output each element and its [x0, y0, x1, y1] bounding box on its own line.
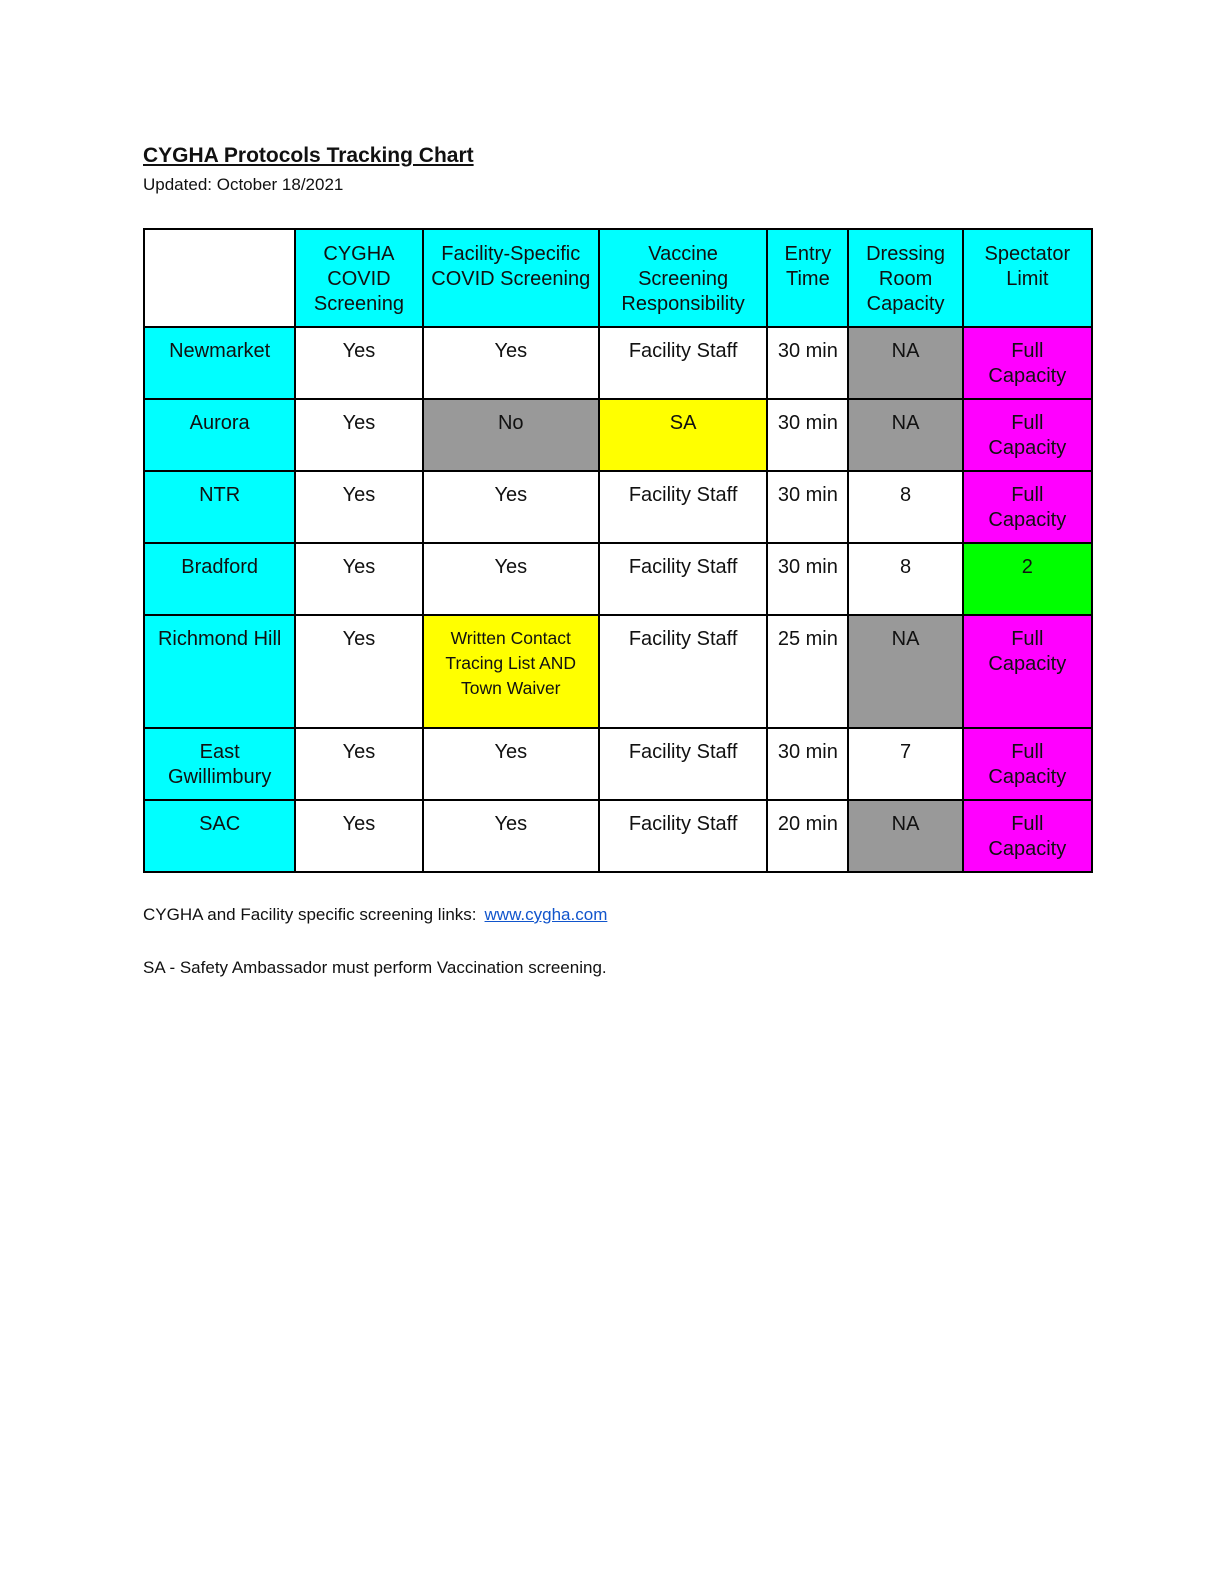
- facility-name-cell: Richmond Hill: [144, 615, 295, 728]
- facility-specific-cell: Yes: [423, 800, 599, 872]
- spectator-limit-cell: Full Capacity: [963, 728, 1092, 800]
- dressing-room-cell: 7: [848, 728, 962, 800]
- cygha-website-link[interactable]: www.cygha.com: [484, 905, 608, 924]
- facility-specific-cell: Yes: [423, 728, 599, 800]
- entry-time-cell: 30 min: [767, 399, 848, 471]
- table-header-row: [144, 229, 1092, 327]
- screening-links-line: [143, 905, 607, 925]
- table-row: [144, 327, 1092, 399]
- facility-specific-cell: No: [423, 399, 599, 471]
- cygha-screening-cell: Yes: [295, 399, 422, 471]
- spectator-limit-cell: Full Capacity: [963, 399, 1092, 471]
- cygha-screening-cell: Yes: [295, 728, 422, 800]
- facility-specific-cell: Yes: [423, 543, 599, 615]
- sa-footnote: SA - Safety Ambassador must perform Vaccination screening.: [143, 958, 607, 977]
- cygha-screening-cell: Yes: [295, 615, 422, 728]
- facility-specific-cell: Yes: [423, 327, 599, 399]
- entry-time-cell: 30 min: [767, 543, 848, 615]
- spectator-limit-cell: Full Capacity: [963, 327, 1092, 399]
- table-row: [144, 728, 1092, 800]
- dressing-room-cell: NA: [848, 615, 962, 728]
- dressing-room-cell: NA: [848, 327, 962, 399]
- cygha-screening-cell: Yes: [295, 800, 422, 872]
- spectator-limit-cell: Full Capacity: [963, 615, 1092, 728]
- facility-name-cell: East Gwillimbury: [144, 728, 295, 800]
- dressing-room-cell: 8: [848, 543, 962, 615]
- cygha-screening-cell: Yes: [295, 543, 422, 615]
- dressing-room-cell: NA: [848, 800, 962, 872]
- vaccine-responsibility-cell: Facility Staff: [599, 615, 767, 728]
- facility-specific-cell: Written Contact Tracing List AND Town Waiver: [423, 615, 599, 728]
- entry-time-cell: 25 min: [767, 615, 848, 728]
- spectator-limit-cell: 2: [963, 543, 1092, 615]
- spectator-limit-cell: Full Capacity: [963, 471, 1092, 543]
- entry-time-cell: 30 min: [767, 327, 848, 399]
- updated-date: Updated: October 18/2021: [143, 175, 344, 194]
- header-cygha-covid-screening: CYGHA COVID Screening: [295, 229, 422, 327]
- dressing-room-cell: NA: [848, 399, 962, 471]
- table-row: [144, 543, 1092, 615]
- cygha-screening-cell: Yes: [295, 327, 422, 399]
- facility-name-cell: NTR: [144, 471, 295, 543]
- cygha-screening-cell: Yes: [295, 471, 422, 543]
- facility-name-cell: Newmarket: [144, 327, 295, 399]
- header-vaccine-screening-responsibility: Vaccine Screening Responsibility: [599, 229, 767, 327]
- header-dressing-room-capacity: Dressing Room Capacity: [848, 229, 962, 327]
- vaccine-responsibility-cell: Facility Staff: [599, 800, 767, 872]
- vaccine-responsibility-cell: Facility Staff: [599, 471, 767, 543]
- table-row: [144, 615, 1092, 728]
- facility-specific-cell: Yes: [423, 471, 599, 543]
- entry-time-cell: 30 min: [767, 471, 848, 543]
- document-title: CYGHA Protocols Tracking Chart: [143, 144, 474, 167]
- vaccine-responsibility-cell: Facility Staff: [599, 543, 767, 615]
- screening-links-label: CYGHA and Facility specific screening links:: [143, 905, 477, 924]
- facility-name-cell: Bradford: [144, 543, 295, 615]
- table-row: [144, 399, 1092, 471]
- header-entry-time: Entry Time: [767, 229, 848, 327]
- vaccine-responsibility-cell: Facility Staff: [599, 327, 767, 399]
- entry-time-cell: 30 min: [767, 728, 848, 800]
- vaccine-responsibility-cell: SA: [599, 399, 767, 471]
- table-row: [144, 471, 1092, 543]
- spectator-limit-cell: Full Capacity: [963, 800, 1092, 872]
- vaccine-responsibility-cell: Facility Staff: [599, 728, 767, 800]
- table-row: [144, 800, 1092, 872]
- facility-name-cell: SAC: [144, 800, 295, 872]
- header-spectator-limit: Spectator Limit: [963, 229, 1092, 327]
- header-cell-blank: [144, 229, 295, 327]
- entry-time-cell: 20 min: [767, 800, 848, 872]
- protocols-table: [143, 228, 1093, 873]
- facility-name-cell: Aurora: [144, 399, 295, 471]
- header-facility-specific-screening: Facility-Specific COVID Screening: [423, 229, 599, 327]
- dressing-room-cell: 8: [848, 471, 962, 543]
